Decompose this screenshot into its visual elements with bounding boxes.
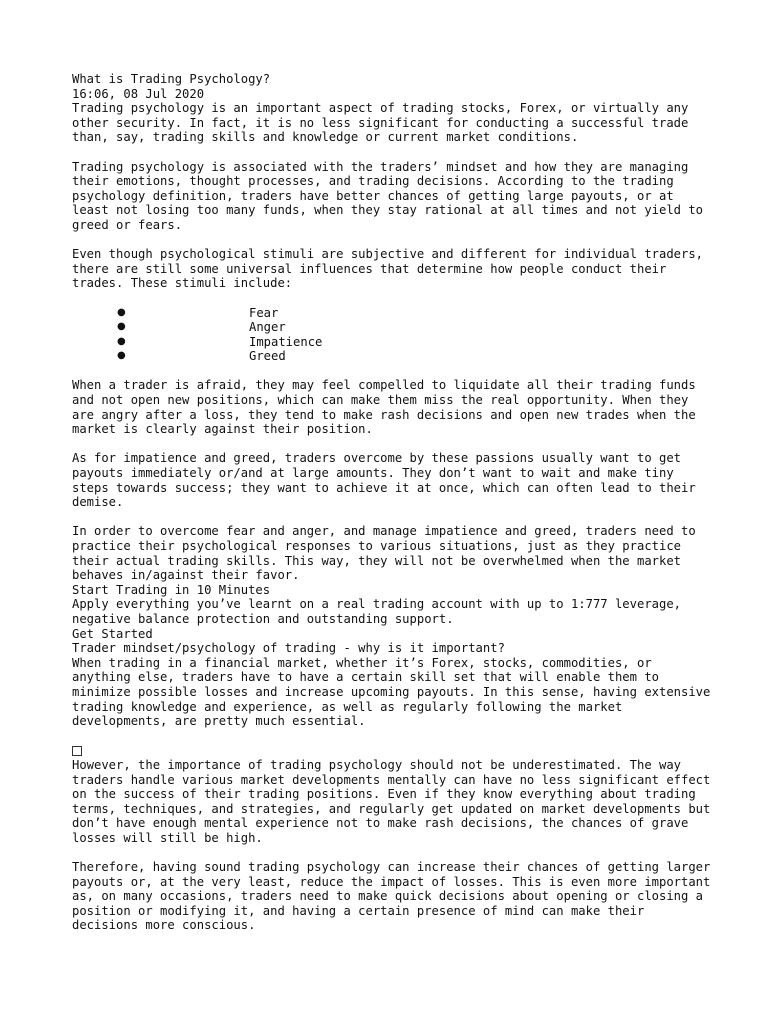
mindset-paragraph: Trading psychology is associated with the traders’ mindset and how they are managing their emotions, thought processes, and trading decisions. According to the trading psychology definition, traders have better chances of getting large payouts, or at least not losing too many funds, when they stay rational at all times and not yield to greed or fears.: [72, 159, 711, 232]
get-started-link[interactable]: Get Started: [72, 626, 153, 641]
cta-text: Apply everything you’ve learnt on a real trading account with up to 1:777 leverage, negative balance protection and outstanding support.: [72, 597, 689, 626]
impatience-paragraph: As for impatience and greed, traders overcome by these passions usually want to get payouts immediately or/and at large amounts. They don’t want to wait and make tiny steps towards success; they want to achieve it at once, which can often lead to their demise.: [72, 451, 704, 510]
list-item: [72, 306, 712, 321]
therefore-paragraph: Therefore, having sound trading psychology can increase their chances of getting larger payouts or, at the very least, reduce the impact of losses. This is even more important as, on many occasions, traders need to make quick decisions about opening or closing a position or modifying it, and having a certain presence of mind can make their decisions more conscious.: [72, 860, 718, 933]
bullet-icon: ●: [117, 306, 126, 318]
bullet-icon: ●: [117, 350, 126, 362]
stimuli-paragraph: Even though psychological stimuli are subjective and different for individual traders, there are still some universal influences that determine how people conduct their trades. These stimuli include:: [72, 247, 711, 291]
however-paragraph: However, the importance of trading psychology should not be underestimated. The way traders handle various market developments mentally can have no less significant effect on the success of their trading positions. Even if they know everything about trading terms, techniques, and strategies, and regularly get updated on market developments but don’t have enough mental experience not to make rash decisions, the chances of grave losses will still be high.: [72, 757, 718, 845]
skillset-paragraph: When trading in a financial market, whether it’s Forex, stocks, commodities, or anything else, traders have to have a certain skill set that will enable them to minimize possible losses and increase upcoming payouts. In this sense, having extensive trading knowledge and experience, as well as regularly following the market developments, are pretty much essential.: [72, 655, 718, 729]
stimulus-label: Anger: [249, 320, 286, 335]
stimulus-label: Impatience: [249, 334, 323, 349]
cta-heading: Start Trading in 10 Minutes: [72, 582, 271, 597]
section-subheading: Trader mindset/psychology of trading - why is it important?: [72, 641, 505, 656]
afraid-paragraph: When a trader is afraid, they may feel compelled to liquidate all their trading funds and not open new positions, which can make them miss the real opportunity. When they are angry after a loss, they tend to make rash decisions and open new trades when the market is clearly against their position.: [72, 378, 704, 437]
stimuli-list: [72, 306, 712, 364]
bullet-icon: ●: [117, 335, 126, 347]
stimulus-label: Greed: [249, 349, 286, 364]
list-item: [72, 320, 712, 335]
overcome-paragraph: In order to overcome fear and anger, and manage impatience and greed, traders need to practice their psychological responses to various situations, just as they practice their actual trading skills. This way, they will not be overwhelmed when the market behaves in/against their favor.: [72, 524, 704, 583]
missing-glyph-icon: [72, 743, 712, 758]
article-timestamp: 16:06, 08 Jul 2020: [72, 86, 205, 101]
list-item: [72, 335, 712, 350]
document-page: [72, 72, 718, 948]
intro-paragraph: Trading psychology is an important aspect of trading stocks, Forex, or virtually any other security. In fact, it is no less significant for conducting a successful trade than, say, trading skills and knowledge or current market conditions.: [72, 101, 696, 145]
article-title: What is Trading Psychology?: [72, 72, 271, 86]
bullet-icon: ●: [117, 321, 126, 333]
list-item: [72, 349, 712, 364]
stimulus-label: Fear: [249, 305, 279, 320]
